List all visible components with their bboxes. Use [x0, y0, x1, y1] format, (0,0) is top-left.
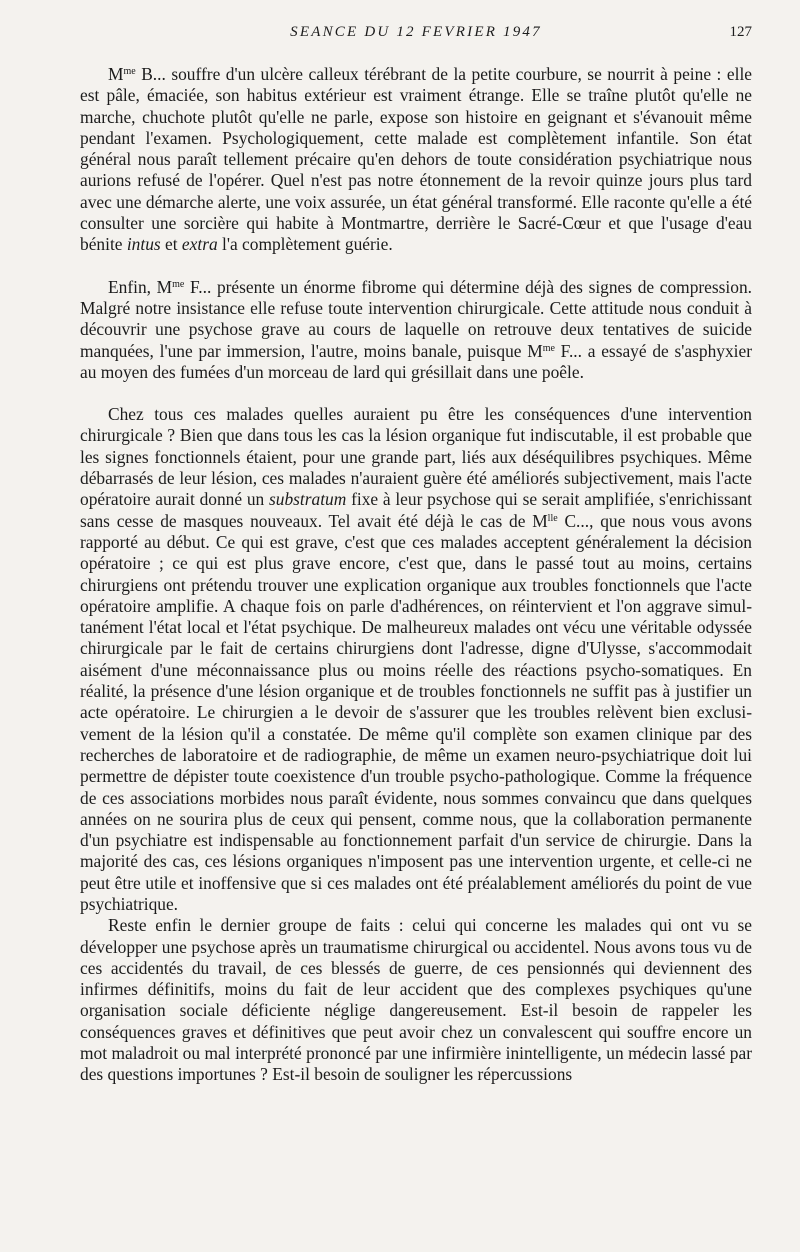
paragraph-text: Reste enfin le dernier groupe de faits : celui qui concerne les malades qui ont vu se développer une psychose après un traumatisme chirurgical ou accidentel. Nous avons tous vu de ces accidentés du travail, de ces blessés de guerre, de ces pensionnés qui deviennent des infirmes définitifs, moins du fait de leur accident que des complexes psychiques qu'une organisation sociale déficiente néglige dangereusement. Est-il besoin de rappeler les conséquences graves et définitives que peut avoir chez un convalescent qui souffre encore un mot maladroit ou mal interprété prononcé par une infirmière inintelligente, un médecin lassé par des questions importunes ? Est-il besoin de souligner les répercussions	[80, 915, 752, 1085]
body-text	[80, 64, 752, 1086]
honorific-superscript: lle	[547, 512, 558, 524]
honorific: M	[108, 64, 124, 84]
paragraph-4	[80, 915, 752, 1085]
honorific-superscript: me	[172, 278, 185, 290]
latin-term: substratum	[269, 489, 347, 510]
paragraph-2	[80, 277, 752, 383]
page-header	[80, 20, 752, 46]
page-number: 127	[729, 24, 752, 40]
paragraph-text: F... a essayé de s'asphyxier au moyen des fumées d'un morceau de lard qui grésillait dans une poêle.	[80, 340, 752, 382]
running-head: SEANCE DU 12 FEVRIER 1947	[290, 24, 542, 40]
paragraph-text: l'a complètement guérie.	[217, 234, 393, 255]
paragraph-1	[80, 64, 752, 256]
paragraph-text: Chez tous ces malades quelles auraient pu être les conséquences d'une intervention chirurgicale ? Bien que dans tous les cas la lésion organique fut indiscutable, il est probable que les signes fonctionnels étaient, pour une grande part, liés aux déséquilibres psychiques. Même débarrasés de leur lésion, ces malades n'auraient guère été améliorés subjectivement, mais l'acte opératoire aurait donné un	[80, 404, 752, 510]
paragraph-text: B... souffre d'un ulcère calleux térébrant de la petite courbure, se nourrit à peine : elle est pâle, émaciée, son habitus extérieur est vraiment étrange. Elle se traîne plutôt qu'elle ne marche, chuchote plutôt qu'elle ne parle, expose son histoire en geignant et s'évanouit même pendant l'examen. Psychologiquement, cette malade est complètement infantile. Son état général nous paraît tellement précaire qu'en dehors de toute considération psychiatrique nous aurions refusé de l'opérer. Quel n'est pas notre étonnement de la revoir quinze jours plus tard avec une démarche alerte, une voix assurée, un état général transformé. Elle raconte qu'elle a été consulter une sorcière qui habite à Montmartre, derrière le Sacré-Cœur et que l'usage d'eau bénite	[80, 64, 752, 255]
honorific-superscript: me	[542, 342, 555, 354]
latin-term: intus	[126, 234, 161, 255]
paragraph-text: et	[160, 234, 182, 255]
latin-term: extra	[181, 234, 218, 255]
paragraph-text: Enfin, M	[108, 276, 173, 297]
paragraph-text: C..., que nous vous avons rapporté au début. Ce qui est grave, c'est que ces malades acceptent généralement la décision opératoire ; ce qui est plus grave encore, c'est que, dans le passé tout au moins, certains chirurgiens ont prétendu trouver une explication organique aux troubles fonctionnels que l'acte opératoire amplifie. A chaque fois on parle d'adhérences, on réintervient et l'on aggrave simultanément l'état local et l'état psychique. De malheureux malades ont vécu une véritable odyssée chirurgicale par le fait de certains chirurgiens dont l'adresse, digne d'Ulysse, s'accommodait aisément d'une méconnaissance plus ou moins réelle des réactions psycho-somatiques. En réalité, la présence d'une lésion organique et de troubles fonctionnels ne suffit pas à justifier un acte opératoire. Le chirurgien a le devoir de s'assurer que les troubles relèvent bien exclusivement de la lésion qu'il a constatée. De même qu'il complète son examen clinique par des recherches de laboratoire et de radiographie, de même un examen neuro-psychiatrique doit lui permettre de dépister toute coexistence d'un trouble psycho-pathologique. Comme la fréquence de ces associations morbides nous paraît évidente, nous sommes convaincu que dans quelques années on ne sourira plus de ceux qui pensent, comme nous, que la collaboration permanente d'un psychiatre est indispensable au fonctionnement parfait d'un service de chirurgie. Dans la majorité des cas, ces lésions organiques n'imposent pas une intervention urgente, et celle-ci ne peut être utile et inoffensive que si ces malades ont été préalablement améliorés du point de vue psychiatrique.	[80, 510, 752, 914]
honorific-superscript: me	[123, 66, 136, 77]
paragraph-text: fixe à leur psychose qui se serait amplifiée, s'enrichissant sans cesse de masques nouveaux. Tel avait été déjà le cas de M	[80, 489, 753, 531]
paragraph-3	[80, 404, 752, 915]
paragraph-text: F... présente un énorme fibrome qui détermine déjà des signes de compression. Malgré notre insistance elle refuse toute intervention chirurgicale. Cette attitude nous conduit à découvrir une psychose grave au cours de laquelle on retrouve deux tentatives de suicide manquées, l'une par immersion, l'autre, moins banale, puisque M	[80, 276, 753, 361]
